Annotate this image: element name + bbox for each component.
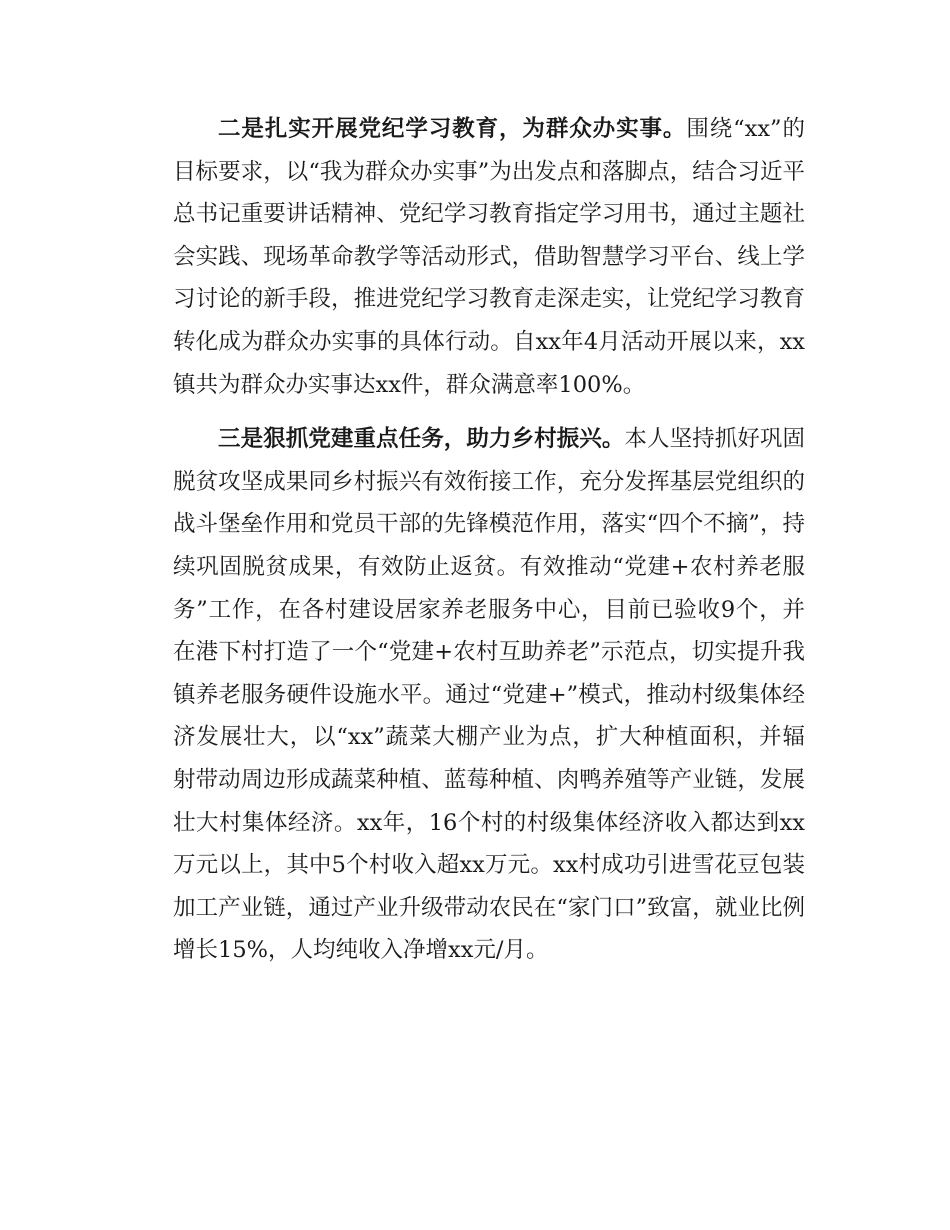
document-body xyxy=(173,108,805,972)
paragraph-rural-revitalization xyxy=(173,418,805,972)
paragraph-body-text: 本人坚持抓好巩固脱贫攻坚成果同乡村振兴有效衔接工作，充分发挥基层党组织的战斗堡垒作用和党员干部的先锋模范作用，落实“四个不摘”，持续巩固脱贫成果，有效防止返贫。有效推动“党建+农村养老服务”工作，在各村建设居家养老服务中心，目前已验收9个，并在港下村打造了一个“党建+农村互助养老”示范点，切实提升我镇养老服务硬件设施水平。通过“党建+”模式，推动村级集体经济发展壮大，以“xx”蔬菜大棚产业为点，扩大种植面积，并辐射带动周边形成蔬菜种植、蓝莓种植、肉鸭养殖等产业链，发展壮大村集体经济。xx年，16个村的村级集体经济收入都达到xx万元以上，其中5个村收入超xx万元。xx村成功引进雪花豆包装加工产业链，通过产业升级带动农民在“家门口”致富，就业比例增长15%，人均纯收入净增xx元/月。 xyxy=(173,426,805,964)
paragraph-party-discipline-education xyxy=(173,108,805,406)
paragraph-body-text: 围绕“xx”的目标要求，以“我为群众办实事”为出发点和落脚点，结合习近平总书记重要讲话精神、党纪学习教育指定学习用书，通过主题社会实践、现场革命教学等活动形式，借助智慧学习平台、线上学习讨论的新手段，推进党纪学习教育走深走实，让党纪学习教育转化成为群众办实事的具体行动。自xx年4月活动开展以来，xx镇共为群众办实事达xx件，群众满意率100%。 xyxy=(173,116,805,398)
paragraph-lead-heading: 二是扎实开展党纪学习教育，为群众办实事。 xyxy=(218,116,687,142)
paragraph-lead-heading: 三是狠抓党建重点任务，助力乡村振兴。 xyxy=(218,426,625,453)
